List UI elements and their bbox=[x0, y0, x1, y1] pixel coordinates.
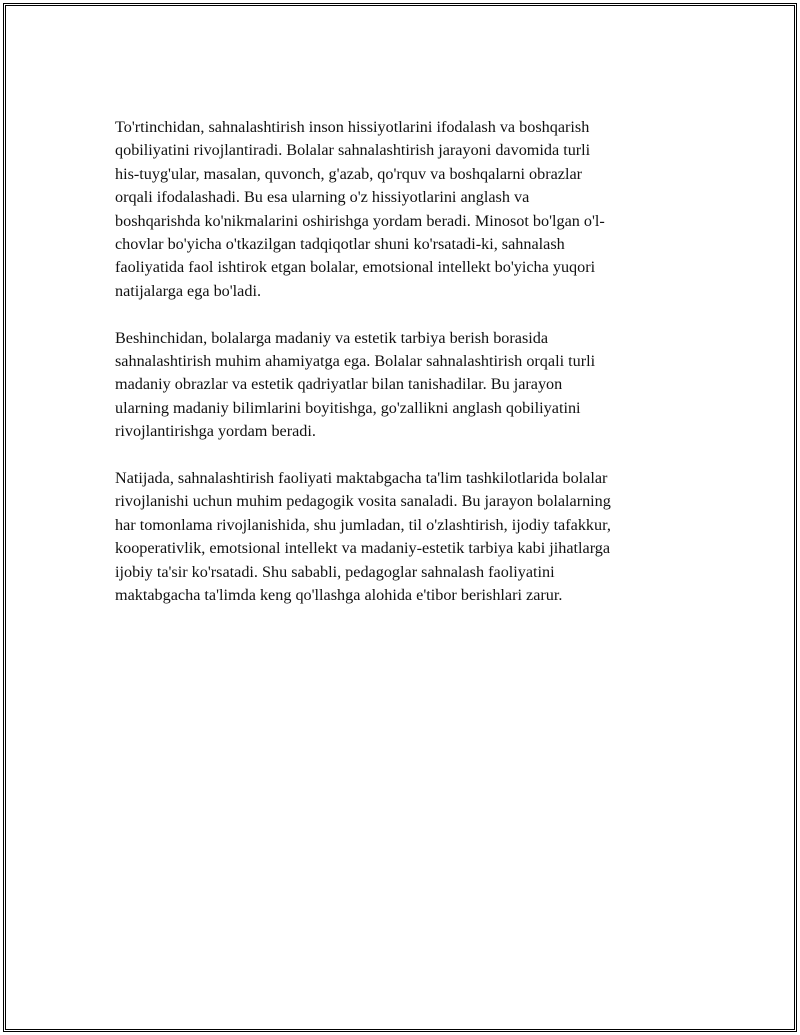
paragraph-conclusion: Natijada, sahnalashtirish faoliyati maktabgacha ta'lim tashkilotlarida bolalar rivojlanishi uchun muhim pedagogik vosita sanaladi. Bu jarayon bolalarning har tomonlama rivojlanishida, shu jumladan, til o'zlashtirish, ijodiy tafakkur, kooperativlik, emotsional intellekt va madaniy-estetik tarbiya kabi jihatlarga ijobiy ta'sir ko'rsatadi. Shu sababli, pedagoglar sahnalash faoliyatini maktabgacha ta'limda keng qo'llashga alohida e'tibor berishlari zarur. bbox=[115, 469, 611, 605]
document-body bbox=[115, 116, 690, 631]
paragraph-aesthetic-education: Beshinchidan, bolalarga madaniy va estetik tarbiya berish borasida sahnalashtirish muhim ahamiyatga ega. Bolalar sahnalashtirish orqali turli madaniy obrazlar va estetik qadriyatlar bilan tanishadilar. Bu jarayon ularning madaniy bilimlarini boyitishga, go'zallikni anglash qobiliyatini rivojlantirishga yordam beradi. bbox=[115, 328, 596, 441]
paragraph-emotional-development: To'rtinchidan, sahnalashtirish inson hissiyotlarini ifodalash va boshqarish qobiliyatini rivojlantiradi. Bolalar sahnalashtirish jarayoni davomida turli his-tuyg'ular, masalan, quvonch, g'azab, qo'rquv va boshqalarni obrazlar orqali ifodalashadi. Bu esa ularning o'z hissiyotlarini anglash va boshqarishda ko'nikmalarini oshirishga yordam beradi. Minosot bo'lgan o'l- chovlar bo'yicha o'tkazilgan tadqiqotlar shuni ko'rsatadi-ki, sahnalash faoliyatida faol ishtirok etgan bolalar, emotsional intellekt bo'yicha yuqori natijalarga ega bo'ladi. bbox=[115, 118, 605, 300]
